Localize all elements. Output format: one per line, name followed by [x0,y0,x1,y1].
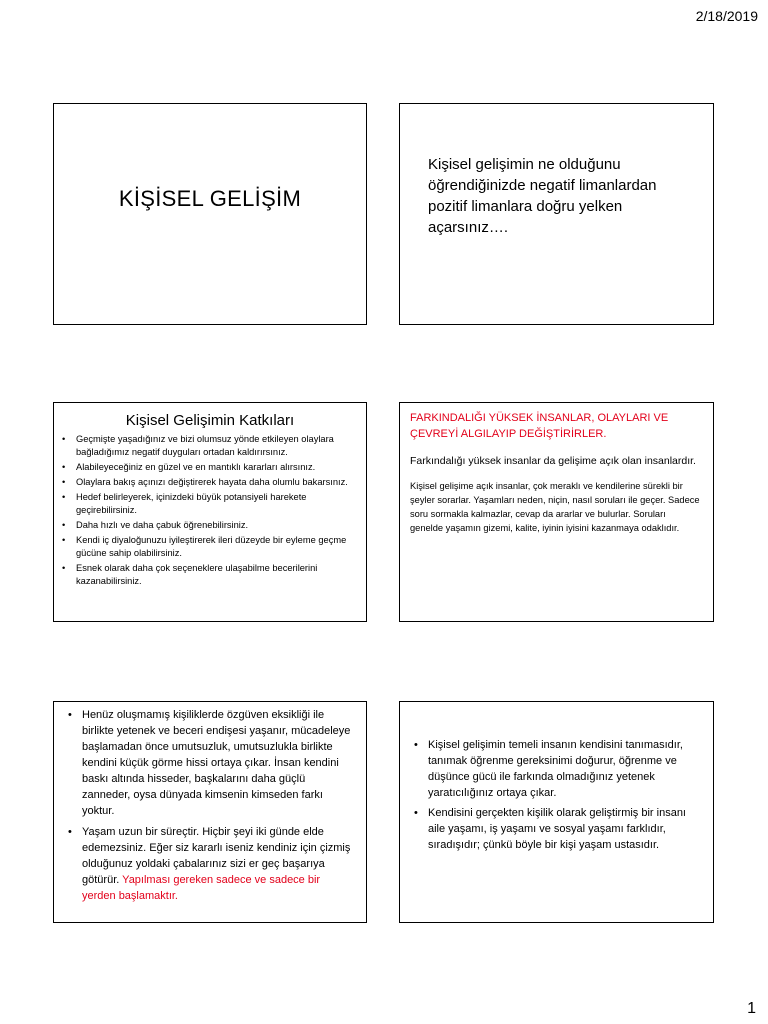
slide-4-subheading: Farkındalığı yüksek insanlar da gelişime açık olan insanlardır. [410,455,696,467]
list-item: • Henüz oluşmamış kişiliklerde özgüven eksikliği ile birlikte yetenek ve beceri endişesi yaşanır, mücadeleye başlamadan önce umutsuzluk, umutsuzlukla birlikte kendini küçük görme hissi ortaya çıkar. İnsan kendini baskı altında hisseder, başkalarını daha güçlü zanneder, oysa dünyada kimsenin kimseden farkı yoktur. [82,707,356,819]
list-item: • Hedef belirleyerek, içinizdeki büyük potansiyeli harekete geçirebilirsiniz. [76,491,358,517]
slide-5-bullet-list [54,702,366,904]
list-item: • Kendi iç diyaloğunuzu iyileştirerek ileri düzeyde bir eyleme geçme gücüne sahip olabilirsiniz. [76,534,358,560]
slide-2-text: Kişisel gelişimin ne olduğunu öğrendiğinizde negatif limanlardan pozitif limanlara doğru yelken açarsınız…. [428,156,657,236]
slide-3-title: Kişisel Gelişimin Katkıları [125,412,295,429]
slide-1-title: KİŞİSEL GELİŞİM [118,186,302,211]
slide-3-bullet-list [54,433,366,588]
print-date: 2/18/2019 [695,8,758,24]
slide-4 [399,402,714,622]
list-item: • Alabileyeceğiniz en güzel ve en mantıklı kararları alırsınız. [76,461,358,474]
list-item: • Kendisini gerçekten kişilik olarak geliştirmiş bir insanı aile yaşamı, iş yaşamı ve sosyal yaşamı farklıdır, sıradışıdır; çünkü böyle bir kişi yaşam ustasıdır. [428,805,701,853]
page-number: 1 [747,1000,756,1017]
slide-4-body: Kişisel gelişime açık insanlar, çok meraklı ve kendilerine sürekli bir şeyler sorarlar. Yaşamları neden, niçin, nasıl soruları ile geçer. Sadece soru sormakla kalmazlar, cevap da ararlar ve bulurlar. Soruları genelde yaşamın gizemi, kalite, iyinin iyisini kazanmaya odaklıdır. [410,481,700,533]
highlighted-text: Yapılması gereken sadece ve sadece bir yerden başlamaktır. [82,874,321,902]
slide-6-bullet-list [400,702,713,853]
list-item [82,824,356,904]
list-item: • Kişisel gelişimin temeli insanın kendisini tanımasıdır, tanımak öğrenme gereksinimi doğurur, öğrenme ve düşünce gücü ile farkında olmadığınız yetenek yaratıcılığınız ortaya çıkar. [428,737,701,801]
list-item: • Esnek olarak daha çok seçeneklere ulaşabilme becerilerini kazanabilirsiniz. [76,562,358,588]
list-item: • Daha hızlı ve daha çabuk öğrenebilirsiniz. [76,519,358,532]
slide-3 [53,402,367,622]
slide-2 [399,103,714,325]
slide-6 [399,701,714,923]
list-item: • Geçmişte yaşadığınız ve bizi olumsuz yönde etkileyen olaylara bağladığımız negatif duyguları ortadan kaldırırsınız. [76,433,358,459]
slide-5 [53,701,367,923]
slide-4-heading: FARKINDALIĞI YÜKSEK İNSANLAR, OLAYLARI VE ÇEVREYİ ALGILAYIP DEĞİŞTİRİRLER. [410,412,669,440]
list-item: • Olaylara bakış açınızı değiştirerek hayata daha olumlu bakarsınız. [76,476,358,489]
slide-1 [53,103,367,325]
list-item-text: Yaşam uzun bir süreçtir. Hiçbir şeyi iki günde elde edemezsiniz. Eğer siz kararlı iseniz kendiniz için çizmiş olduğunuz yoldaki çabalarınız sizi er geç başarıya götürür. [82,826,351,886]
